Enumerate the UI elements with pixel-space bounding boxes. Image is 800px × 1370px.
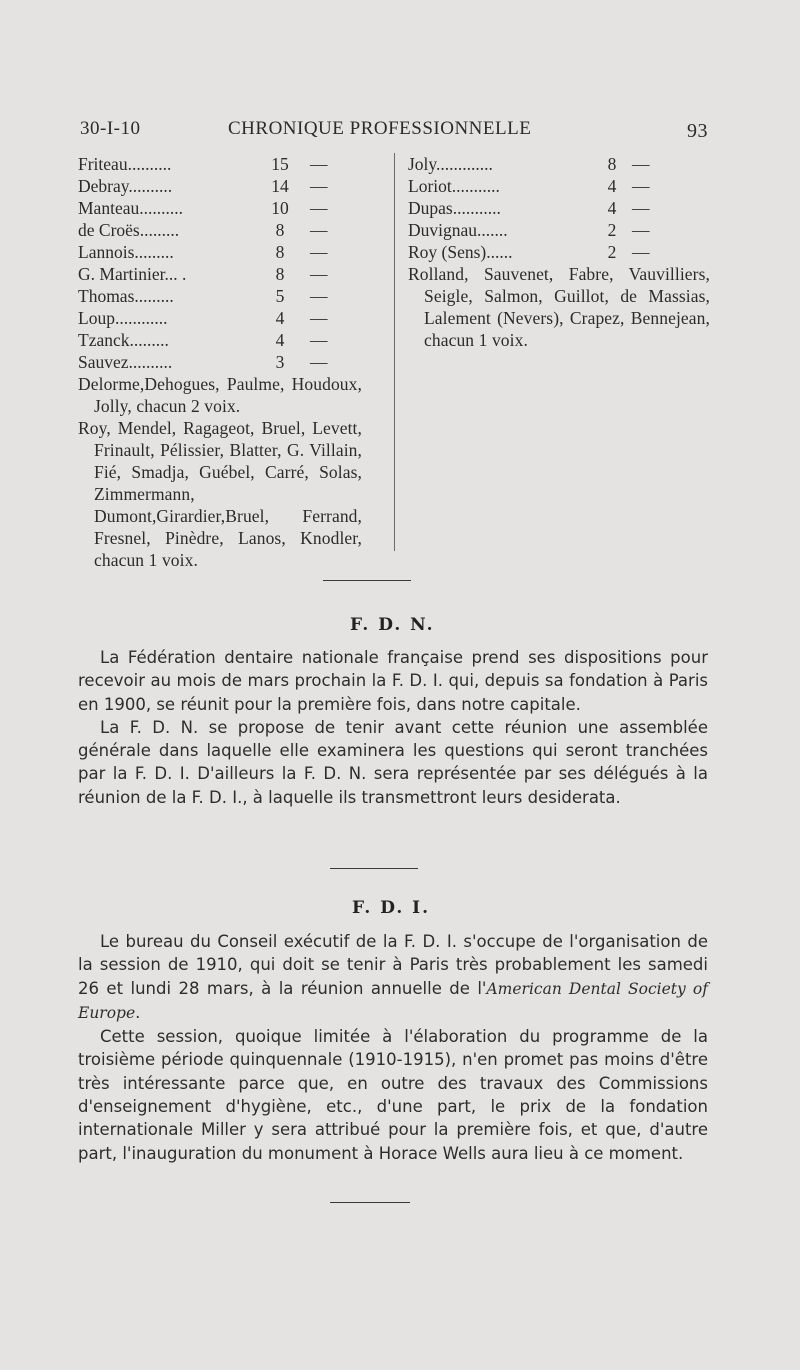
vote-count: 8 xyxy=(607,154,617,174)
one-vote-paragraph: Rolland, Sauvenet, Fabre, Vauvilliers, Seigle, Salmon, Guillot, de Massias, Lalement (Nevers), Crapez, Bennejean, chacun 1 voix. xyxy=(408,264,710,350)
vote-count: 8 xyxy=(275,242,285,262)
vote-count: 4 xyxy=(607,198,617,218)
ditto-dash: — xyxy=(310,154,328,174)
vote-row xyxy=(78,307,378,329)
vote-count: 4 xyxy=(275,308,285,328)
ditto-dash: — xyxy=(310,242,328,262)
fdi-heading: F. D. I. xyxy=(352,898,431,918)
ditto-dash: — xyxy=(632,242,650,262)
fdi-paragraph-1-text: Le bureau du Conseil exécutif de la F. D. I. s'occupe de l'organisation de la session de 1910, qui doit se tenir à Paris très probablement les samedi 26 et lundi 28 mars, à la réunion annuelle de l' xyxy=(78,932,708,998)
fdi-paragraph-2: Cette session, quoique limitée à l'élaboration du programme de la troisième période quinquennale (1910-1915), n'en promet pas moins d'être très intéressante parce que, en outre des travaux des Commissions d'enseignement d'hygiène, etc., d'une part, le prix de la fondation internationale Miller y sera attribué pour la première fois, et que, d'autre part, l'inauguration du monument à Horace Wells aura lieu à ce moment. xyxy=(78,1027,708,1163)
fdn-heading: F. D. N. xyxy=(350,615,435,635)
vote-count: 2 xyxy=(607,220,617,240)
fdn-paragraph-2: La F. D. N. se propose de tenir avant cette réunion une assemblée générale dans laquelle elle examinera les questions qui seront tranchées par la F. D. I. D'ailleurs la F. D. N. sera représentée par ses délégués à la réunion de la F. D. I., à laquelle ils transmettront leurs desiderata. xyxy=(78,717,708,807)
candidate-name: Debray.......... xyxy=(78,176,173,196)
fdn-section xyxy=(78,646,708,809)
candidate-name: Loup............ xyxy=(78,308,168,328)
candidate-name: G. Martinier... . xyxy=(78,264,187,284)
section-rule xyxy=(330,868,418,869)
ditto-dash: — xyxy=(310,198,328,218)
vote-count: 15 xyxy=(271,154,289,174)
vote-count: 4 xyxy=(607,176,617,196)
candidate-name: Dupas........... xyxy=(408,198,501,218)
society-name: American Dental Society of Europe xyxy=(78,979,708,1022)
fdi-paragraph-1-end: . xyxy=(135,1002,141,1022)
vote-count: 4 xyxy=(275,330,285,350)
candidate-name: Joly............. xyxy=(408,154,493,174)
ditto-dash: — xyxy=(310,176,328,196)
ditto-dash: — xyxy=(310,286,328,306)
ditto-dash: — xyxy=(632,176,650,196)
vote-row xyxy=(78,197,378,219)
vote-row xyxy=(408,175,708,197)
candidate-name: Thomas......... xyxy=(78,286,174,306)
candidate-name: Duvignau....... xyxy=(408,220,508,240)
candidate-name: Roy (Sens)...... xyxy=(408,242,513,262)
ditto-dash: — xyxy=(310,220,328,240)
vote-row xyxy=(78,329,378,351)
section-rule xyxy=(323,580,411,581)
vote-row xyxy=(78,219,378,241)
one-vote-paragraph: Roy, Mendel, Ragageot, Bruel, Levett, Frinault, Pélissier, Blatter, G. Villain, Fié, Smadja, Guébel, Carré, Solas, Zimmermann, Dumont,Girardier,Bruel, Ferrand, Fresnel, Pinèdre, Lanos, Knodler, chacun 1 voix. xyxy=(78,418,362,570)
fdn-paragraph-1: La Fédération dentaire nationale française prend ses dispositions pour recevoir au mois de mars prochain la F. D. I. qui, depuis sa fondation à Paris en 1900, se réunit pour la première fois, dans notre capitale. xyxy=(78,648,708,714)
section-rule xyxy=(330,1202,410,1203)
left-vote-column xyxy=(78,153,378,571)
vote-count: 5 xyxy=(275,286,285,306)
right-vote-column xyxy=(408,153,708,351)
header-date: 30-I-10 xyxy=(80,118,141,139)
vote-row xyxy=(408,153,708,175)
vote-count: 8 xyxy=(275,220,285,240)
two-votes-paragraph: Delorme,Dehogues, Paulme, Houdoux, Jolly, chacun 2 voix. xyxy=(78,374,362,416)
candidate-name: Lannois......... xyxy=(78,242,174,262)
vote-count: 8 xyxy=(275,264,285,284)
candidate-name: Tzanck......... xyxy=(78,330,169,350)
candidate-name: Friteau.......... xyxy=(78,154,172,174)
fdi-paragraph-1 xyxy=(78,930,708,1025)
ditto-dash: — xyxy=(632,198,650,218)
candidate-name: Manteau.......... xyxy=(78,198,183,218)
vote-row xyxy=(408,197,708,219)
column-divider xyxy=(394,153,395,551)
candidate-name: Sauvez.......... xyxy=(78,352,173,372)
ditto-dash: — xyxy=(310,352,328,372)
candidate-name: de Croës......... xyxy=(78,220,180,240)
fdi-section xyxy=(78,930,708,1165)
vote-count: 3 xyxy=(275,352,285,372)
ditto-dash: — xyxy=(310,330,328,350)
running-header xyxy=(80,118,708,146)
vote-row xyxy=(408,241,708,263)
header-title: CHRONIQUE PROFESSIONNELLE xyxy=(228,118,532,139)
ditto-dash: — xyxy=(310,308,328,328)
vote-row xyxy=(78,351,378,373)
vote-row xyxy=(78,153,378,175)
vote-row xyxy=(78,285,378,307)
candidate-name: Loriot........... xyxy=(408,176,500,196)
ditto-dash: — xyxy=(632,154,650,174)
page-number: 93 xyxy=(687,120,708,142)
vote-count: 10 xyxy=(271,198,289,218)
vote-row xyxy=(78,175,378,197)
vote-count: 2 xyxy=(607,242,617,262)
ditto-dash: — xyxy=(632,220,650,240)
vote-row xyxy=(78,241,378,263)
vote-row xyxy=(408,219,708,241)
vote-row xyxy=(78,263,378,285)
vote-count: 14 xyxy=(271,176,289,196)
ditto-dash: — xyxy=(310,264,328,284)
